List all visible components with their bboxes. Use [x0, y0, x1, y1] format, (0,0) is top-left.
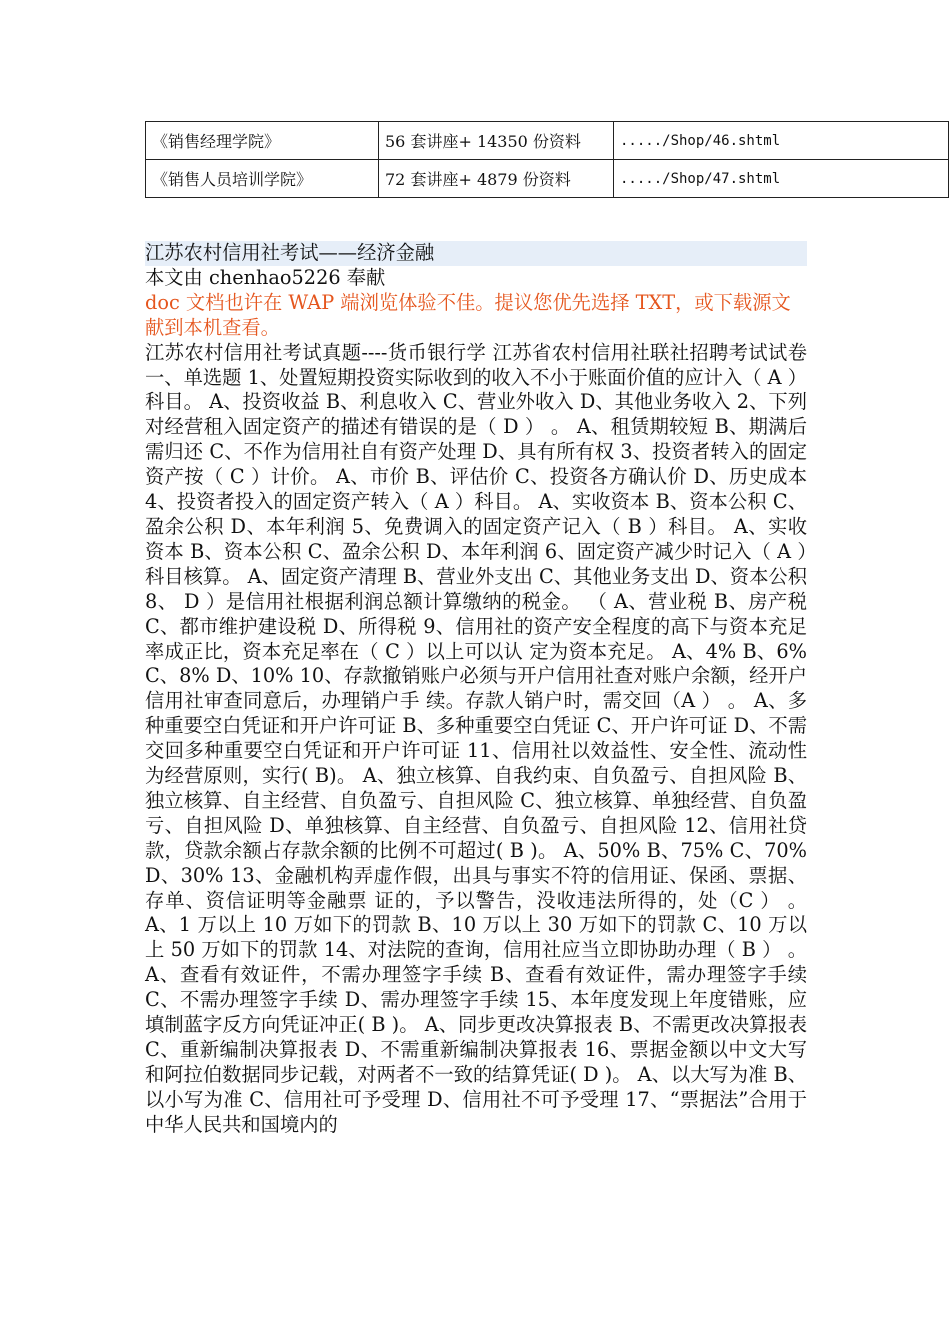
table-cell-contents: 72 套讲座+ 4879 份资料 — [379, 160, 614, 198]
table-cell-course: 《销售经理学院》 — [146, 122, 379, 160]
resource-table — [145, 121, 949, 198]
format-notice: doc 文档也许在 WAP 端浏览体验不佳。提议您优先选择 TXT，或下载源文献到本机查看。 — [145, 290, 791, 339]
article — [145, 241, 807, 1138]
table-cell-course: 《销售人员培训学院》 — [146, 160, 379, 198]
table-row — [146, 122, 949, 160]
table-row — [146, 160, 949, 198]
table-cell-link[interactable]: ...../Shop/46.shtml — [614, 122, 949, 160]
author-line: 本文由 chenhao5226 奉献 — [145, 265, 386, 289]
article-title: 江苏农村信用社考试——经济金融 — [145, 241, 807, 266]
article-body: 江苏农村信用社考试真题----货币银行学 江苏省农村信用社联社招聘考试试卷 一、单选题 1、处置短期投资实际收到的收入不小于账面价值的应计入（ A ）科目。 A、投资收益 B、利息收入 C、营业外收入 D、其他业务收入 2、下列对经营租入固定资产的描述有错误的是（ D ） 。 A、租赁期较短 B、期满后需归还 C、不作为信用社自有资产处理 D、具有所有权 3、投资者转入的固定资产按（ C ）计价。 A、市价 B、评估价 C、投资各方确认价 D、历史成本 4、投资者投入的固定资产转入（ A ）科目。 A、实收资本 B、资本公积 C、盈余公积 D、本年利润 5、免费调入的固定资产记入（ B ）科目。 A、实收资本 B、资本公积 C、盈余公积 D、本年利润 6、固定资产减少时记入（ A ）科目核算。 A、固定资产清理 B、营业外支出 C、其他业务支出 D、资本公积 8、 D ）是信用社根据利润总额计算缴纳的税金。 （ A、营业税 B、房产税 C、都市维护建设税 D、所得税 9、信用社的资产安全程度的高下与资本充足率成正比，资本充足率在（ C ）以上可以认 定为资本充足。 A、4% B、6% C、8% D、10% 10、存款撤销账户必须与开户信用社查对账户余额，经开户信用社审查同意后，办理销户手 续。存款人销户时，需交回（A ） 。 A、多种重要空白凭证和开户许可证 B、多种重要空白凭证 C、开户许可证 D、不需交回多种重要空白凭证和开户许可证 11、信用社以效益性、安全性、流动性为经营原则，实行( B)。 A、独立核算、自我约束、自负盈亏、自担风险 B、独立核算、自主经营、自负盈亏、自担风险 C、独立核算、单独经营、自负盈亏、自担风险 D、单独核算、自主经营、自负盈亏、自担风险 12、信用社贷款，贷款余额占存款余额的比例不可超过( B )。 A、50% B、75% C、70% D、30% 13、金融机构弄虚作假，出具与事实不符的信用证、保函、票据、存单、资信证明等金融票 证的，予以警告，没收违法所得的，处（C ） 。 A、1 万以上 10 万如下的罚款 B、10 万以上 30 万如下的罚款 C、10 万以上 50 万如下的罚款 14、对法院的查询，信用社应当立即协助办理（ B ） 。 A、查看有效证件，不需办理签字手续 B、查看有效证件，需办理签字手续 C、不需办理签字手续 D、需办理签字手续 15、本年度发现上年度错账，应填制蓝字反方向凭证冲正( B )。 A、同步更改决算报表 B、不需更改决算报表 C、重新编制决算报表 D、不需重新编制决算报表 16、票据金额以中文大写和阿拉伯数据同步记载，对两者不一致的结算凭证( D )。 A、以大写为准 B、以小写为准 C、信用社可予受理 D、信用社不可予受理 17、“票据法”合用于中华人民共和国境内的 — [145, 340, 807, 1136]
table-cell-link[interactable]: ...../Shop/47.shtml — [614, 160, 949, 198]
table-cell-contents: 56 套讲座+ 14350 份资料 — [379, 122, 614, 160]
